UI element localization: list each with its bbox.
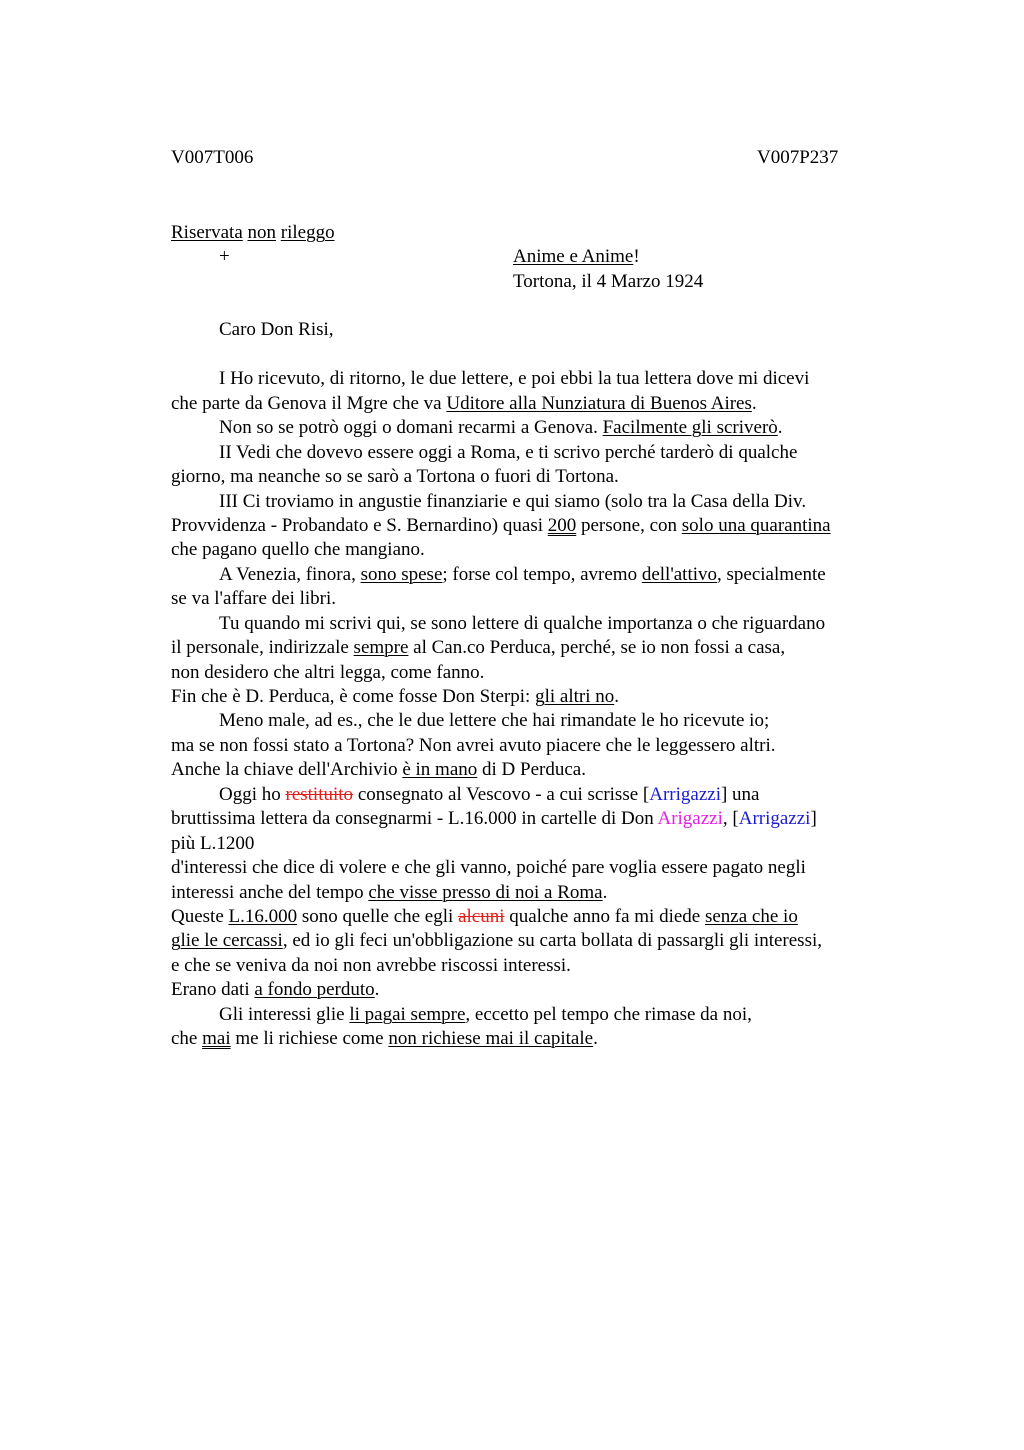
body-line: [171, 978, 379, 1002]
underlined-run: che visse presso di noi a Roma: [368, 882, 603, 903]
body-line: [171, 905, 798, 929]
struck-word: restituito: [285, 784, 354, 805]
body-line: [219, 563, 826, 587]
underlined-run: L.16.000: [228, 906, 298, 927]
text-run: .: [614, 686, 619, 707]
right-archive-code: V007P237: [757, 147, 839, 168]
text-run: Gli interessi glie: [219, 1004, 350, 1025]
underlined-run: è in mano: [402, 759, 478, 780]
body-line: [171, 929, 822, 953]
text-run: , eccetto pel tempo che rimase da noi,: [465, 1004, 752, 1025]
body-line: [171, 758, 586, 782]
body-line: Tu quando mi scrivi qui, se sono lettere di qualche importanza o che riguardano: [219, 613, 826, 634]
salutation: Caro Don Risi,: [219, 319, 334, 340]
underlined-run: non richiese mai il capitale: [388, 1028, 594, 1049]
editor-name-blue: Arrigazzi: [649, 784, 721, 805]
text-run: me li richiese come: [230, 1028, 389, 1049]
underlined-run: li pagai sempre: [349, 1004, 466, 1025]
place-date: Tortona, il 4 Marzo 1924: [513, 271, 704, 292]
text-run: bruttissima lettera da consegnarmi - L.16.000 in cartelle di Don: [171, 808, 658, 829]
text-run: Anche la chiave dell'Archivio: [171, 759, 403, 780]
editor-name-blue: Arrigazzi: [738, 808, 811, 829]
body-line: II Vedi che dovevo essere oggi a Roma, e ti scrivo perché tarderò di qualche: [219, 442, 798, 463]
body-line: ma se non fossi stato a Tortona? Non avrei avuto piacere che le leggessero altri.: [171, 735, 776, 756]
text-run: Non so se potrò oggi o domani recarmi a Genova.: [219, 417, 603, 438]
text-run: , ed io gli feci un'obbligazione su carta bollata di passargli gli interessi,: [282, 930, 822, 951]
body-line: [171, 514, 831, 538]
underlined-run: Facilmente gli scriverò: [602, 417, 778, 438]
underlined-run: senza che io: [704, 906, 798, 927]
text-run: ; forse col tempo, avremo: [442, 564, 642, 585]
body-line: [171, 636, 785, 660]
motto-mark: !: [633, 246, 640, 267]
text-run: al Can.co Perduca, perché, se io non fossi a casa,: [408, 637, 786, 658]
text-run: che parte da Genova il Mgre che va: [171, 393, 447, 414]
text-run: Oggi ho: [219, 784, 286, 805]
text-run: persone, con: [576, 515, 682, 536]
text-run: , specialmente: [717, 564, 826, 585]
cross-mark: +: [219, 246, 230, 267]
body-line: [219, 1003, 752, 1027]
reserved-note: [171, 221, 335, 245]
body-line: e che se veniva da noi non avrebbe riscossi interessi.: [171, 955, 571, 976]
body-line: non desidero che altri legga, come fanno.: [171, 662, 485, 683]
motto-text: Anime e Anime: [513, 246, 634, 267]
body-line: [171, 881, 607, 905]
body-line: se va l'affare dei libri.: [171, 588, 337, 609]
body-line: d'interessi che dice di volere e che gli vanno, poiché pare voglia essere pagato negli: [171, 857, 806, 878]
underlined-run: dell'attivo: [641, 564, 718, 585]
body-line: [171, 392, 757, 416]
text-run: .: [374, 979, 380, 1000]
text-run: sono quelle che egli: [297, 906, 459, 927]
body-line: Meno male, ad es., che le due lettere che hai rimandate le ho ricevute io;: [219, 710, 770, 731]
underlined-run: a fondo perduto: [254, 979, 375, 1000]
note-word: rileggo: [280, 222, 335, 243]
double-underlined-run: 200: [547, 515, 577, 536]
body-line: giorno, ma neanche so se sarò a Tortona o fuori di Tortona.: [171, 466, 619, 487]
text-run: .: [777, 417, 783, 438]
struck-word: alcuni: [458, 906, 505, 927]
motto: [513, 245, 640, 269]
text-run: A Venezia, finora,: [219, 564, 361, 585]
body-line: [171, 1027, 598, 1051]
body-line: che pagano quello che mangiano.: [171, 539, 425, 560]
text-run: Queste: [171, 906, 229, 927]
underlined-run: Uditore alla Nunziatura di Buenos Aires: [446, 393, 752, 414]
body-line: [219, 416, 783, 440]
text-run: che: [171, 1028, 203, 1049]
body-line: più L.1200: [171, 833, 255, 854]
left-archive-code: V007T006: [171, 147, 254, 168]
text-run: Provvidenza - Probandato e S. Bernardino) quasi: [171, 515, 548, 536]
text-run: il personale, indirizzale: [171, 637, 354, 658]
underlined-run: sempre: [353, 637, 409, 658]
text-run: .: [602, 882, 608, 903]
text-run: di D Perduca.: [477, 759, 586, 780]
body-line: III Ci troviamo in angustie finanziarie e qui siamo (solo tra la Casa della Div.: [219, 491, 807, 512]
body-line: [219, 783, 759, 807]
text-run: .: [751, 393, 757, 414]
note-word: non: [247, 222, 277, 243]
body-line: [171, 685, 619, 709]
text-run: Erano dati: [171, 979, 255, 1000]
underlined-run: glie le cercassi: [171, 930, 283, 951]
text-run: interessi anche del tempo: [171, 882, 369, 903]
note-word: Riservata: [171, 222, 243, 243]
body-line: [171, 807, 817, 831]
text-run: ] una: [720, 784, 760, 805]
underlined-run: solo una quarantina: [681, 515, 831, 536]
text-run: qualche anno fa mi diede: [504, 906, 705, 927]
text-run: ]: [810, 808, 817, 829]
text-run: .: [593, 1028, 598, 1049]
body-line: I Ho ricevuto, di ritorno, le due lettere, e poi ebbi la tua lettera dove mi dicevi: [219, 368, 810, 389]
text-run: consegnato al Vescovo - a cui scrisse [: [353, 784, 650, 805]
underlined-run: sono spese: [360, 564, 443, 585]
text-run: Fin che è D. Perduca, è come fosse Don Sterpi:: [171, 686, 536, 707]
text-run: , [: [722, 808, 739, 829]
name-magenta: Arigazzi: [657, 808, 723, 829]
underlined-run: gli altri no: [535, 686, 615, 707]
double-underlined-run: mai: [202, 1028, 231, 1049]
